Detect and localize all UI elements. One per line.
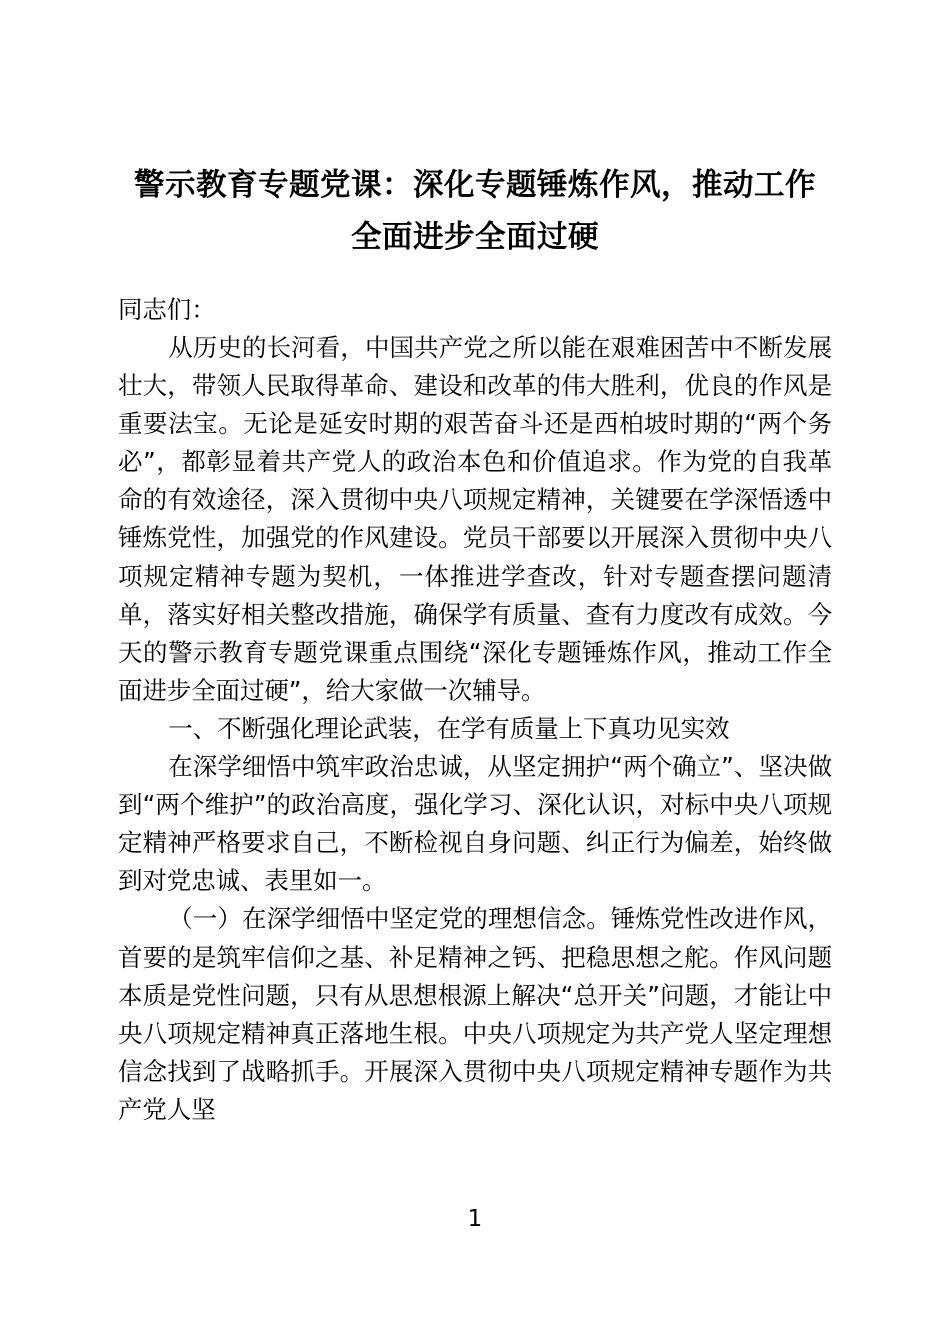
section-heading-1: 一、不断强化理论武装，在学有质量上下真功见实效 bbox=[168, 713, 730, 743]
paragraph-1: 从历史的长河看，中国共产党之所以能在艰难困苦中不断发展壮大，带领人民取得革命、建设和改革的伟大胜利，优良的作风是重要法宝。无论是延安时期的艰苦奋斗还是西柏坡时期的“两个务必”，都彰显着共产党人的政治本色和价值追求。作为党的自我革命的有效途径，深入贯彻中央八项规定精神，关键要在学深悟透中锤炼党性，加强党的作风建设。党员干部要以开展深入贯彻中央八项规定精神专题为契机，一体推进学查改，针对专题查摆问题清单，落实好相关整改措施，确保学有质量、查有力度改有成效。今天的警示教育专题党课重点围绕“深化专题锤炼作风，推动工作全面进步全面过硬”，给大家做一次辅导。 bbox=[118, 333, 832, 705]
page-number: 1 bbox=[467, 1206, 483, 1232]
salutation: 同志们： bbox=[118, 294, 216, 324]
document-body bbox=[118, 291, 832, 1129]
paragraph-3: （一）在深学细悟中坚定党的理想信念。锤炼党性改进作风，首要的是筑牢信仰之基、补足精神之钙、把稳思想之舵。作风问题本质是党性问题，只有从思想根源上解决“总开关”问题，才能让中央八项规定精神真正落地生根。中央八项规定为共产党人坚定理想信念找到了战略抓手。开展深入贯彻中央八项规定精神专题作为共产党人坚 bbox=[118, 904, 832, 1124]
page-title: 警示教育专题党课：深化专题锤炼作风，推动工作全面进步全面过硬 bbox=[134, 168, 816, 256]
paragraph-2: 在深学细悟中筑牢政治忠诚，从坚定拥护“两个确立”、坚决做到“两个维护”的政治高度，强化学习、深化认识，对标中央八项规定精神严格要求自己，不断检视自身问题、纠正行为偏差，始终做到对党忠诚、表里如一。 bbox=[118, 752, 832, 896]
